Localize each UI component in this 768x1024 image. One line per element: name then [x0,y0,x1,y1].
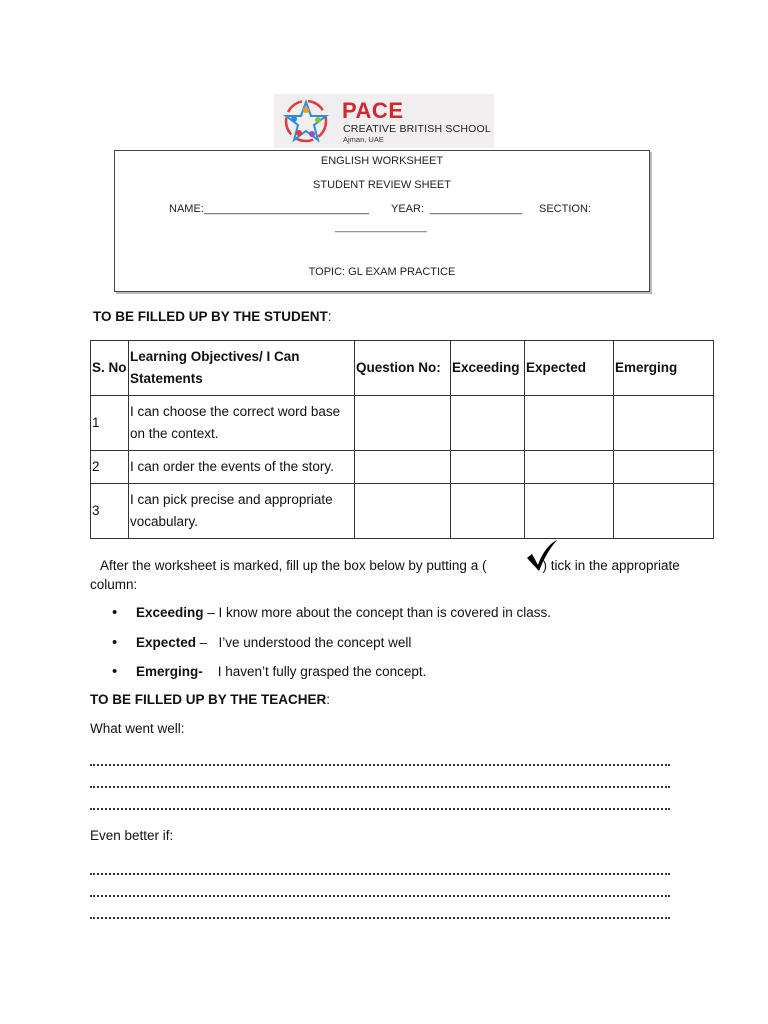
went-well-line-3[interactable] [90,800,670,810]
level-desc: – I’ve understood the concept well [196,634,412,650]
table-row [91,451,714,484]
question-no-cell[interactable] [355,484,451,539]
row-objective: I can order the events of the story. [129,451,355,484]
logo-subtitle: CREATIVE BRITISH SCHOOL [343,123,491,135]
level-term: Expected [136,634,197,650]
even-better-line-3[interactable] [90,909,670,919]
col-header-expected: Expected [525,341,614,396]
objectives-table [90,340,714,539]
row-objective: I can choose the correct word base on the context. [129,396,355,451]
expected-cell[interactable] [525,484,614,539]
even-better-line-2[interactable] [90,887,670,897]
logo-name: PACE [342,98,404,123]
level-desc: – I know more about the concept than is covered in class. [203,605,551,620]
row-sno: 2 [91,451,129,484]
even-better-line-1[interactable] [90,865,670,875]
col-header-emerging: Emerging [614,341,714,396]
topic-label: TOPIC: GL EXAM PRACTICE [308,266,456,278]
table-row [91,484,714,539]
row-sno: 3 [91,484,129,539]
went-well-line-2[interactable] [90,778,670,788]
table-row [91,396,714,451]
list-item [90,662,551,692]
year-field[interactable]: YEAR: _______________ [391,203,522,215]
teacher-section-heading [90,692,330,707]
worksheet-header-box [114,150,650,292]
went-well-line-1[interactable] [90,756,670,766]
emerging-cell[interactable] [614,484,714,539]
section-field[interactable]: _______________ [335,221,427,233]
even-better-if-label: Even better if: [90,828,174,843]
school-logo [274,94,494,148]
col-header-objectives: Learning Objectives/ I Can Statements [129,341,355,396]
student-heading-colon: : [327,309,332,324]
level-term: Emerging- [136,664,203,679]
checkmark-icon [524,538,560,574]
col-header-exceeding: Exceeding [451,341,525,396]
student-section-heading [93,309,332,324]
col-header-question-no: Question No: [355,341,451,396]
logo-location: Ajman, UAE [343,135,384,144]
worksheet-title: ENGLISH WORKSHEET [320,155,444,167]
level-desc: I haven’t fully grasped the concept. [202,664,427,679]
emerging-cell[interactable] [614,451,714,484]
exceeding-cell[interactable] [451,451,525,484]
row-sno: 1 [91,396,129,451]
level-term: Exceeding [136,605,204,620]
worksheet-subtitle: STUDENT REVIEW SHEET [313,179,451,191]
teacher-heading-text: TO BE FILLED UP BY THE TEACHER [90,692,327,707]
table-header-row [91,341,714,396]
row-objective: I can pick precise and appropriate vocabulary. [129,484,355,539]
exceeding-cell[interactable] [451,484,525,539]
what-went-well-label: What went well: [90,721,185,736]
teacher-heading-colon: : [326,692,331,707]
instruction-after: ) tick in the appropriate column: [90,558,680,592]
tick-instruction [90,556,690,594]
expected-cell[interactable] [525,451,614,484]
section-label: SECTION: [539,203,591,215]
list-item [90,633,551,663]
student-heading-text: TO BE FILLED UP BY THE STUDENT [93,309,328,324]
question-no-cell[interactable] [355,396,451,451]
question-no-cell[interactable] [355,451,451,484]
expected-cell[interactable] [525,396,614,451]
instruction-before: After the worksheet is marked, fill up the box below by putting a ( [100,558,487,573]
level-descriptions-list [90,603,551,692]
list-item [90,603,551,633]
exceeding-cell[interactable] [451,396,525,451]
col-header-sno: S. No [91,341,129,396]
name-field[interactable]: NAME:___________________________ [169,203,370,215]
pace-star-icon [280,96,332,146]
emerging-cell[interactable] [614,396,714,451]
